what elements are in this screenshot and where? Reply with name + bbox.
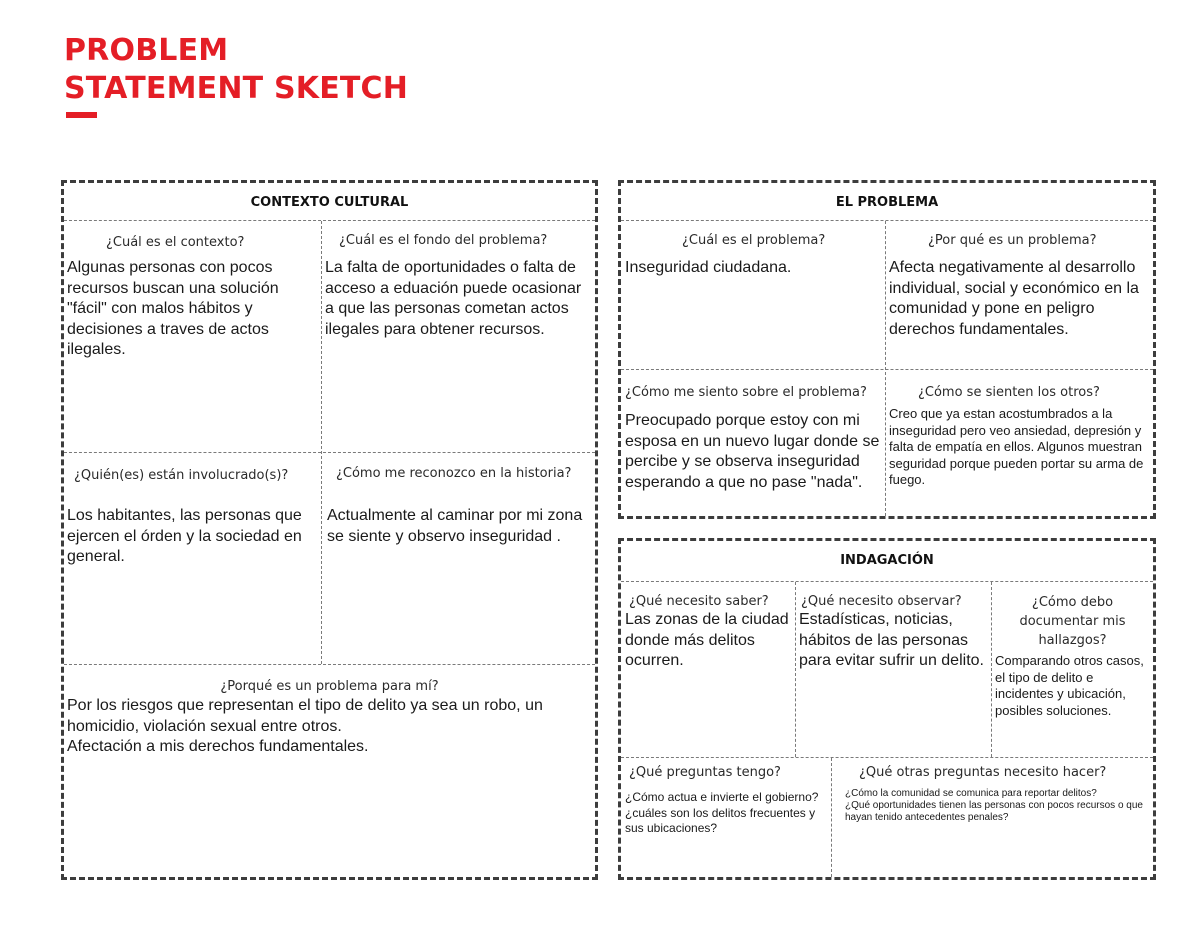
reconozco-question: ¿Cómo me reconozco en la historia? [336,466,572,481]
observar-answer: Estadísticas, noticias, hábitos de las personas para evitar sufrir un delito. [799,611,984,669]
divider [621,581,1153,582]
saber-question: ¿Qué necesito saber? [629,594,769,609]
porque-problema-question: ¿Por qué es un problema? [928,233,1097,248]
title-accent-bar [66,112,97,118]
porque-mi-answer [67,696,592,758]
indagacion-heading: INDAGACIÓN [840,553,934,568]
divider [621,369,1153,370]
title-line-1: PROBLEM [64,33,229,68]
involucrados-answer: Los habitantes, las personas que ejercen el órden y la sociedad en general. [67,507,302,565]
siento-question: ¿Cómo me siento sobre el problema? [625,385,867,400]
divider [831,758,832,877]
otras-preguntas-line-1: ¿Cómo la comunidad se comunica para reportar delitos? [845,788,1097,799]
title-line-2: STATEMENT SKETCH [64,71,409,106]
divider [991,582,992,757]
reconozco-answer: Actualmente al caminar por mi zona se siente y observo inseguridad . [327,507,583,545]
contexto-answer: Algunas personas con pocos recursos buscan una solución "fácil" con malos hábitos y decisiones a traves de actos ilegales. [67,259,279,358]
sienten-otros-answer: Creo que ya estan acostumbrados a la inseguridad pero veo ansiedad, depresión y falta de empatía en ellos. Algunos muestran seguridad porque pueden portar su arma de fuego. [889,406,1144,487]
page-title [64,32,408,108]
cual-problema-answer: Inseguridad ciudadana. [625,259,792,276]
saber-answer: Las zonas de la ciudad donde más delitos ocurren. [625,611,789,669]
sienten-otros-question: ¿Cómo se sienten los otros? [918,385,1100,400]
involucrados-question: ¿Quién(es) están involucrado(s)? [74,468,289,483]
divider [795,582,796,757]
otras-preguntas-answer [845,788,1149,824]
documentar-question: ¿Cómo debo documentar mis hallazgos? [1019,595,1126,648]
porque-mi-answer-line-1: Por los riesgos que representan el tipo de delito ya sea un robo, un homicidio, violación sexual entre otros. [67,697,543,735]
contexto-question: ¿Cuál es el contexto? [106,235,245,250]
el-problema-heading: EL PROBLEMA [835,195,939,210]
otras-preguntas-question: ¿Qué otras preguntas necesito hacer? [859,765,1107,780]
preguntas-tengo-answer: ¿Cómo actua e invierte el gobierno? ¿cuáles son los delitos frecuentes y sus ubicaciones? [625,790,819,835]
fondo-question: ¿Cuál es el fondo del problema? [339,233,548,248]
fondo-answer: La falta de oportunidades o falta de acceso a eduación puede ocasionar a que las personas cometan actos ilegales para obtener recursos. [325,259,582,338]
preguntas-tengo-question: ¿Qué preguntas tengo? [629,765,781,780]
otras-preguntas-line-2: ¿Qué oportunidades tienen las personas con pocos recursos o que hayan tenido antecedentes penales? [845,800,1143,823]
cual-problema-question: ¿Cuál es el problema? [682,233,826,248]
divider [321,221,322,664]
divider [621,757,1153,758]
divider [64,664,595,665]
divider [64,220,595,221]
divider [621,220,1153,221]
observar-question: ¿Qué necesito observar? [801,594,962,609]
porque-problema-answer: Afecta negativamente al desarrollo individual, social y económico en la comunidad y pone en peligro derechos fundamentales. [889,259,1139,338]
documentar-answer: Comparando otros casos, el tipo de delito e incidentes y ubicación, posibles soluciones. [995,653,1144,718]
contexto-cultural-heading: CONTEXTO CULTURAL [250,195,409,210]
porque-mi-question: ¿Porqué es un problema para mí? [220,679,439,694]
porque-mi-answer-line-2: Afectación a mis derechos fundamentales. [67,738,369,755]
divider [64,452,595,453]
siento-answer: Preocupado porque estoy con mi esposa en un nuevo lugar donde se percibe y se observa inseguridad esperando a que no pase "nada". [625,412,880,491]
